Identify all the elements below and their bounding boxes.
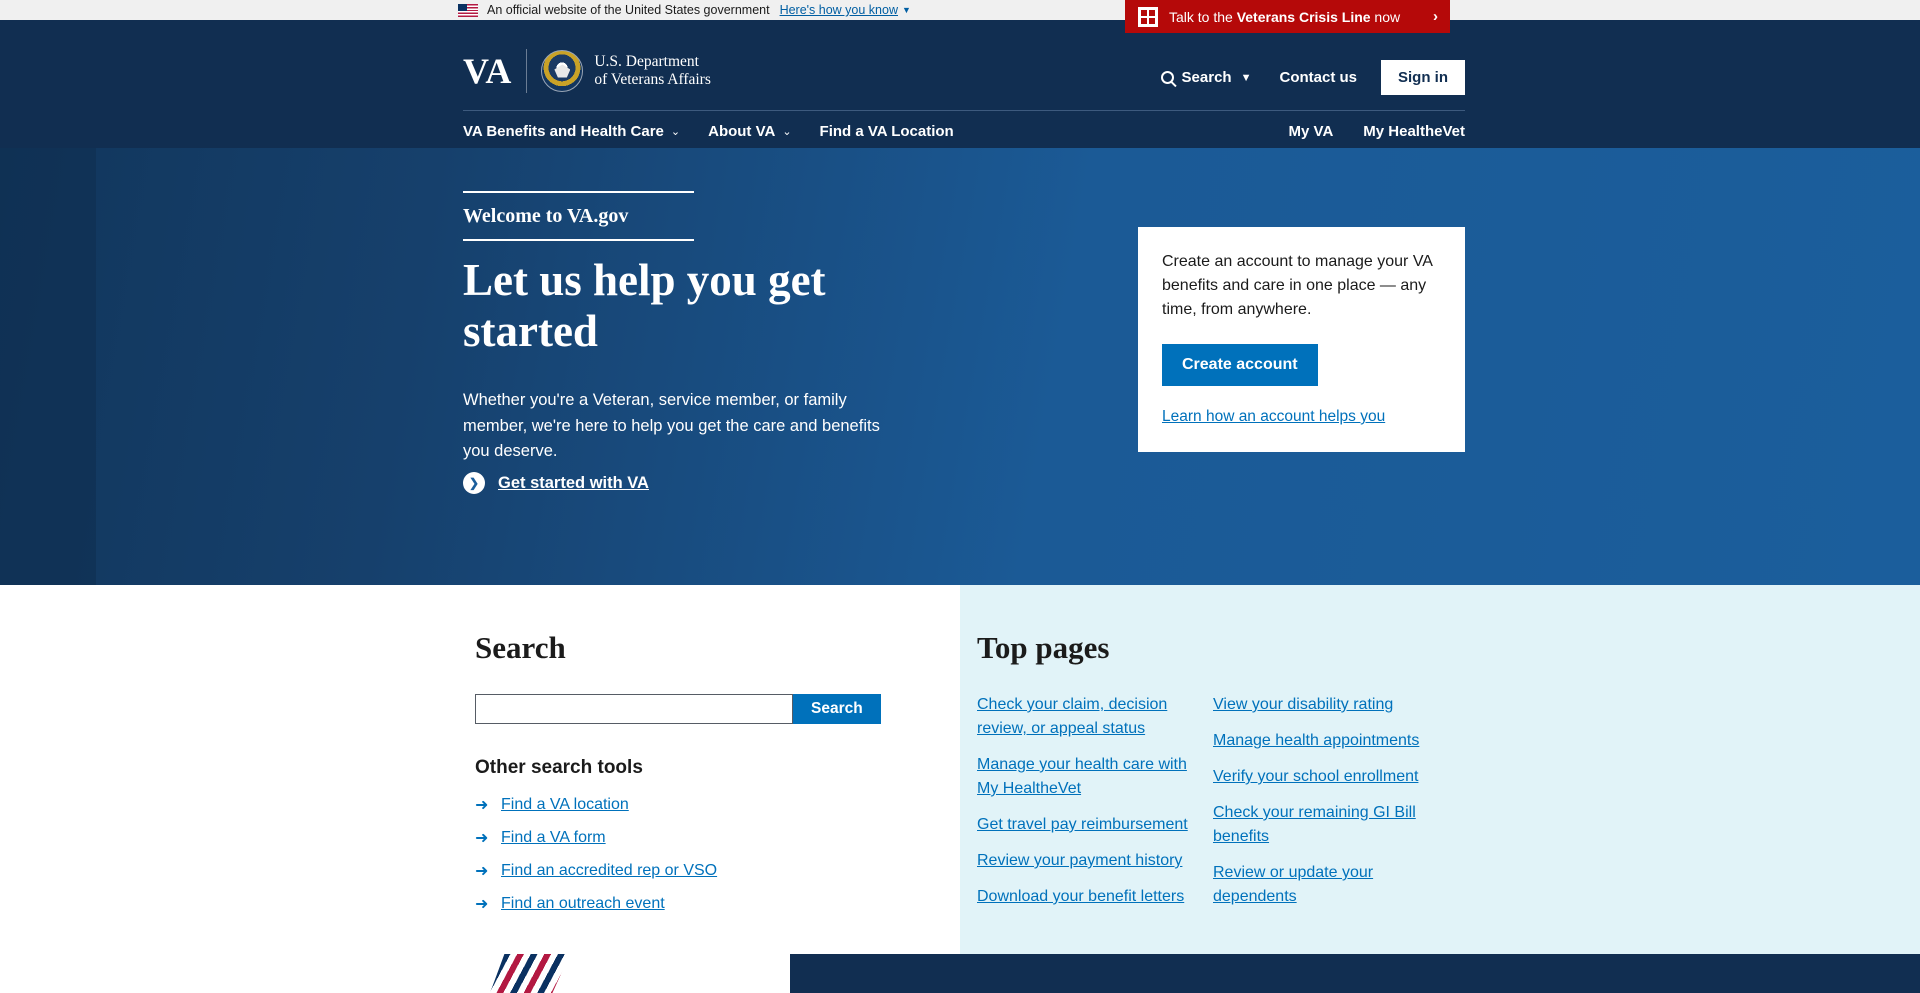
veterans-crisis-line-banner[interactable] [1125,0,1450,33]
top-page-link-gi-bill[interactable]: Check your remaining GI Bill benefits [1213,804,1416,845]
search-heading: Search [475,630,566,665]
us-flag-icon [458,4,478,17]
arrow-right-icon: ➜ [475,830,489,847]
hero-paragraph: Whether you're a Veteran, service member, or family member, we're here to help you get the care and benefits you deserve. [463,391,880,461]
department-line-1: U.S. Department [594,52,699,70]
search-menu-button[interactable] [1161,69,1252,86]
list-item[interactable] [475,828,895,848]
how-you-know-link[interactable]: Here's how you know [779,3,898,17]
top-page-link-dependents[interactable]: Review or update your dependents [1213,864,1374,905]
nav-item-my-healthevet[interactable]: My HealtheVet [1363,123,1465,140]
logo-divider [526,49,527,93]
list-item[interactable] [475,894,895,914]
chevron-down-icon[interactable]: ▼ [902,5,911,15]
search-panel [0,585,960,954]
nav-label-benefits: VA Benefits and Health Care [463,123,664,140]
top-page-link-travel-pay[interactable]: Get travel pay reimbursement [977,816,1188,833]
gov-banner-text: An official website of the United States government [487,3,770,17]
search-submit-button[interactable]: Search [793,694,881,724]
va-logo[interactable] [463,49,711,93]
top-page-link-disability-rating[interactable]: View your disability rating [1213,696,1394,713]
tool-link-find-form[interactable]: Find a VA form [501,829,606,846]
department-name [594,53,711,90]
footer-left-block [0,954,790,993]
eyebrow-bottom-rule [463,239,694,241]
hero-eyebrow [463,191,694,241]
list-item[interactable] [475,795,895,815]
sign-in-button[interactable]: Sign in [1381,60,1465,95]
top-page-link-health-appointments[interactable]: Manage health appointments [1213,732,1420,749]
chevron-right-icon: › [1433,8,1438,25]
gov-banner [0,0,1920,20]
crisis-line-text [1169,9,1427,25]
create-account-text: Create an account to manage your VA benefits and care in one place — any time, from anywhere. [1162,253,1433,318]
site-header [0,20,1920,148]
other-search-tools-heading: Other search tools [475,757,643,778]
search-icon [1161,71,1174,84]
chevron-down-icon: ⌄ [670,126,681,138]
top-page-link-payment-history[interactable]: Review your payment history [977,852,1183,869]
main-navigation [463,123,954,140]
top-page-link-school-enrollment[interactable]: Verify your school enrollment [1213,768,1419,785]
lower-section [0,585,1920,954]
get-started-label: Get started with VA [498,473,649,492]
main-navigation-right [1289,123,1465,140]
nav-item-benefits[interactable] [463,123,680,140]
arrow-right-icon: ➜ [475,896,489,913]
chevron-down-icon: ⌄ [782,126,792,138]
va-logo-text: VA [463,51,513,91]
learn-about-account-link[interactable]: Learn how an account helps you [1162,408,1386,425]
crisis-prefix: Talk to the [1169,8,1237,25]
nav-label-about-va: About VA [708,123,776,140]
welcome-text: Welcome to VA.gov [463,205,629,227]
nav-label-find-location: Find a VA Location [819,123,954,140]
crisis-line-icon [1138,7,1158,27]
tool-link-find-location[interactable]: Find a VA location [501,796,629,813]
search-menu-label: Search [1181,69,1232,86]
top-page-link-claim-status[interactable]: Check your claim, decision review, or appeal status [977,696,1168,737]
top-pages-column-1 [977,693,1189,921]
top-page-link-benefit-letters[interactable]: Download your benefit letters [977,888,1185,905]
crisis-suffix: now [1370,8,1401,25]
other-search-tools-list [475,795,895,914]
top-pages-panel [960,585,1920,954]
tool-link-find-rep[interactable]: Find an accredited rep or VSO [501,862,718,879]
flag-decoration-icon [490,954,570,993]
hero-heading: Let us help you get started [463,255,826,357]
arrow-right-icon: ➜ [475,863,489,880]
create-account-card [1138,227,1465,452]
search-form [475,694,895,724]
create-account-button[interactable]: Create account [1162,344,1318,386]
arrow-right-icon: ➜ [475,797,489,814]
crisis-bold: Veterans Crisis Line [1236,8,1371,25]
top-pages-heading: Top pages [977,630,1110,665]
va-seal-icon [541,50,583,92]
nav-item-about-va[interactable] [708,123,791,140]
get-started-link[interactable] [463,472,649,494]
chevron-down-icon: ▼ [1240,71,1252,84]
tool-link-outreach-event[interactable]: Find an outreach event [501,895,665,912]
department-line-2: of Veterans Affairs [594,71,711,88]
nav-item-my-va[interactable]: My VA [1288,123,1334,140]
header-utility-nav [1161,60,1465,95]
header-divider [463,110,1465,111]
search-input[interactable] [475,694,793,724]
chevron-right-circle-icon: ❯ [463,472,485,494]
contact-us-link[interactable]: Contact us [1279,69,1357,86]
nav-item-find-location[interactable] [820,123,954,140]
footer-strip [0,954,1920,993]
top-page-link-healthevet[interactable]: Manage your health care with My HealtheVet [977,756,1187,797]
hero-section [0,148,1920,585]
list-item[interactable] [475,861,895,881]
top-pages-column-2 [1213,693,1425,921]
